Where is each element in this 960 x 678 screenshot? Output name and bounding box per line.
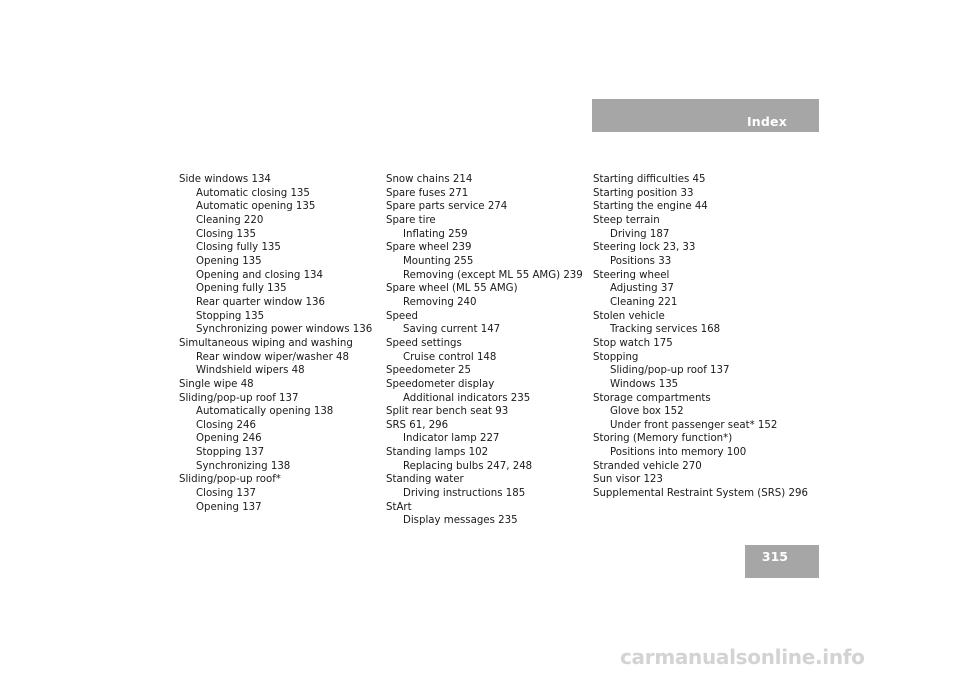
index-subentry: Tracking services 168 bbox=[610, 324, 721, 336]
index-subentry: Removing 240 bbox=[403, 296, 477, 308]
index-subentry: Mounting 255 bbox=[403, 255, 474, 267]
index-subentry: Glove box 152 bbox=[610, 406, 684, 418]
index-entry: SRS 61, 296 bbox=[386, 419, 449, 431]
index-entry: Snow chains 214 bbox=[386, 174, 473, 185]
index-subentry: Synchronizing 138 bbox=[196, 460, 291, 472]
index-subentry: Inflating 259 bbox=[403, 228, 468, 240]
index-subentry: Closing 137 bbox=[196, 488, 256, 500]
index-subentry: Rear quarter window 136 bbox=[196, 296, 325, 308]
index-entry: Stranded vehicle 270 bbox=[593, 460, 702, 472]
index-entry: Speed settings bbox=[386, 337, 462, 349]
index-column-1 bbox=[179, 173, 372, 514]
watermark: carmanualsonline.info bbox=[620, 645, 865, 669]
index-entry: Simultaneous wiping and washing bbox=[179, 337, 353, 349]
index-entry: Spare tire bbox=[386, 214, 436, 226]
index-subentry: Opening 246 bbox=[196, 433, 262, 445]
index-subentry: Additional indicators 235 bbox=[403, 392, 531, 404]
index-subentry: Cleaning 221 bbox=[610, 296, 678, 308]
index-entry: Spare wheel 239 bbox=[386, 242, 472, 254]
index-subentry: Opening 135 bbox=[196, 255, 262, 267]
index-subentry: Driving 187 bbox=[610, 228, 670, 240]
index-entry: Side windows 134 bbox=[179, 174, 271, 185]
index-subentry: Rear window wiper/washer 48 bbox=[196, 351, 349, 363]
index-subentry: Stopping 135 bbox=[196, 310, 265, 322]
index-subentry: Positions 33 bbox=[610, 255, 672, 267]
index-subentry: Automatically opening 138 bbox=[196, 406, 334, 418]
index-entry: Steering wheel bbox=[593, 269, 670, 281]
index-subentry: Closing 246 bbox=[196, 419, 256, 431]
index-subentry: Cruise control 148 bbox=[403, 351, 497, 363]
index-subentry: Cleaning 220 bbox=[196, 214, 264, 226]
index-subentry: Saving current 147 bbox=[403, 324, 501, 336]
index-entry: Stolen vehicle bbox=[593, 310, 665, 322]
index-subentry: Opening fully 135 bbox=[196, 283, 287, 295]
page-number-tab bbox=[745, 545, 819, 578]
index-entry: Spare wheel (ML 55 AMG) bbox=[386, 283, 518, 295]
index-entry: Starting the engine 44 bbox=[593, 201, 708, 213]
index-entry: Standing water bbox=[386, 474, 464, 486]
index-entry: Stop watch 175 bbox=[593, 337, 673, 349]
index-subentry: Replacing bulbs 247, 248 bbox=[403, 460, 533, 472]
index-subentry: Closing fully 135 bbox=[196, 242, 281, 254]
index-subentry: Sliding/pop-up roof 137 bbox=[610, 365, 730, 377]
section-title: Index bbox=[746, 114, 787, 129]
index-entry: Standing lamps 102 bbox=[386, 447, 489, 459]
index-entry: Speed bbox=[386, 310, 418, 322]
index-subentry: Closing 135 bbox=[196, 228, 256, 240]
index-entry: Storage compartments bbox=[593, 392, 711, 404]
index-entry: Storing (Memory function*) bbox=[593, 433, 733, 445]
index-subentry: Positions into memory 100 bbox=[610, 447, 747, 459]
index-entry: Single wipe 48 bbox=[179, 378, 254, 390]
index-subentry: Adjusting 37 bbox=[610, 283, 674, 295]
index-entry: Spare parts service 274 bbox=[386, 201, 508, 213]
index-entry: StArt bbox=[386, 501, 412, 513]
index-subentry: Removing (except ML 55 AMG) 239 bbox=[403, 269, 583, 281]
index-subentry: Indicator lamp 227 bbox=[403, 433, 500, 445]
index-entry: Sliding/pop-up roof* bbox=[179, 474, 281, 486]
index-subentry: Windows 135 bbox=[610, 378, 679, 390]
index-subentry: Under front passenger seat* 152 bbox=[610, 419, 778, 431]
index-entry: Starting difficulties 45 bbox=[593, 174, 706, 185]
index-entry: Sliding/pop-up roof 137 bbox=[179, 392, 299, 404]
index-entry: Speedometer display bbox=[386, 378, 495, 390]
index-entry: Steep terrain bbox=[593, 214, 660, 226]
page-number: 315 bbox=[761, 549, 788, 564]
index-subentry: Opening 137 bbox=[196, 501, 262, 513]
index-entry: Speedometer 25 bbox=[386, 365, 472, 377]
index-entry: Sun visor 123 bbox=[593, 474, 663, 486]
index-subentry: Windshield wipers 48 bbox=[196, 365, 305, 377]
index-subentry: Display messages 235 bbox=[403, 515, 518, 527]
index-entry: Steering lock 23, 33 bbox=[593, 242, 696, 254]
index-entry: Spare fuses 271 bbox=[386, 187, 469, 199]
index-entry: Stopping bbox=[593, 351, 639, 363]
index-subentry: Driving instructions 185 bbox=[403, 488, 526, 500]
index-subentry: Automatic opening 135 bbox=[196, 201, 316, 213]
index-entry: Starting position 33 bbox=[593, 187, 694, 199]
index-subentry: Stopping 137 bbox=[196, 447, 265, 459]
index-subentry: Synchronizing power windows 136 bbox=[196, 324, 373, 336]
index-subentry: Opening and closing 134 bbox=[196, 269, 324, 281]
index-column-3 bbox=[593, 173, 808, 501]
section-header-tab bbox=[592, 99, 819, 132]
index-entry: Supplemental Restraint System (SRS) 296 bbox=[593, 488, 808, 500]
index-column-2 bbox=[386, 173, 583, 528]
index-subentry: Automatic closing 135 bbox=[196, 187, 310, 199]
index-entry: Split rear bench seat 93 bbox=[386, 406, 509, 418]
